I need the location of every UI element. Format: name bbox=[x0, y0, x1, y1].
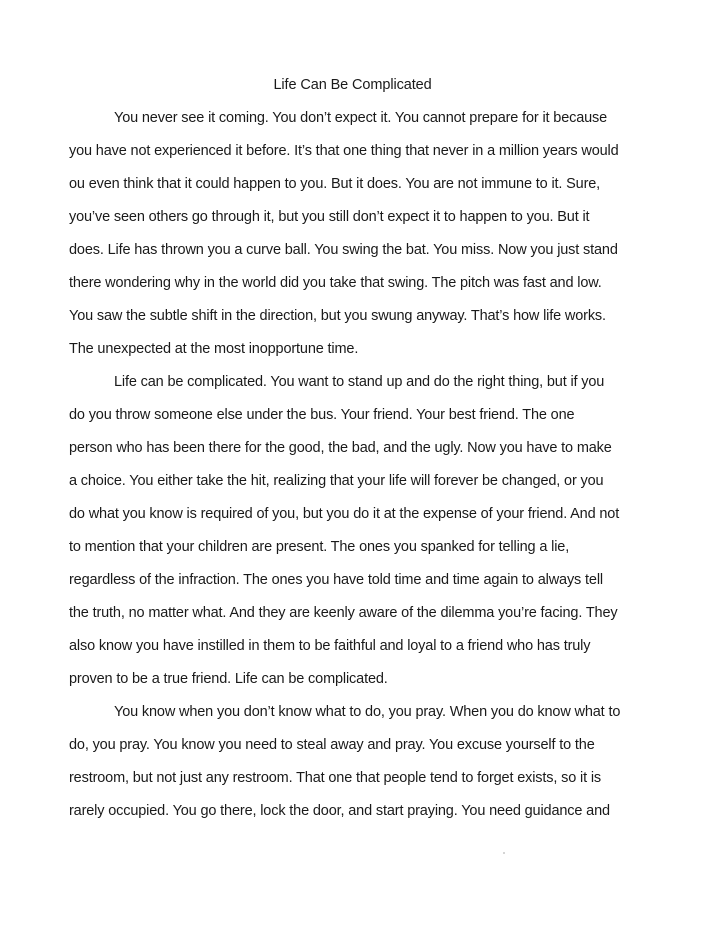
text-line: You know when you don’t know what to do, you pray. When you do know what to bbox=[114, 704, 621, 720]
text-line: restroom, but not just any restroom. That one that people tend to forget exists, so it is bbox=[69, 770, 602, 786]
text-line: You saw the subtle shift in the direction, but you swung anyway. That’s how life works. bbox=[69, 308, 606, 324]
text-line: do, you pray. You know you need to steal away and pray. You excuse yourself to the bbox=[69, 737, 595, 753]
text-line: do what you know is required of you, but you do it at the expense of your friend. And not bbox=[69, 506, 620, 522]
text-line: The unexpected at the most inopportune time. bbox=[69, 341, 359, 357]
document-title: Life Can Be Complicated bbox=[273, 77, 432, 93]
text-line: you have not experienced it before. It’s that one thing that never in a million years would bbox=[69, 143, 619, 159]
text-line: person who has been there for the good, the bad, and the ugly. Now you have to make bbox=[69, 440, 612, 456]
text-line: proven to be a true friend. Life can be complicated. bbox=[69, 671, 388, 687]
text-line: ou even think that it could happen to you. But it does. You are not immune to it. Sure, bbox=[69, 176, 601, 192]
scan-speck bbox=[503, 852, 505, 854]
text-line: Life can be complicated. You want to stand up and do the right thing, but if you bbox=[114, 374, 605, 390]
text-line: there wondering why in the world did you take that swing. The pitch was fast and low. bbox=[69, 275, 602, 291]
text-line: you’ve seen others go through it, but you still don’t expect it to happen to you. But it bbox=[69, 209, 590, 225]
text-line: the truth, no matter what. And they are keenly aware of the dilemma you’re facing. They bbox=[69, 605, 618, 621]
text-line: rarely occupied. You go there, lock the door, and start praying. You need guidance and bbox=[69, 803, 610, 819]
text-line: does. Life has thrown you a curve ball. You swing the bat. You miss. Now you just stand bbox=[69, 242, 618, 258]
text-line: to mention that your children are present. The ones you spanked for telling a lie, bbox=[69, 539, 570, 555]
text-line: regardless of the infraction. The ones you have told time and time again to always tell bbox=[69, 572, 603, 588]
text-line: You never see it coming. You don’t expect it. You cannot prepare for it because bbox=[114, 110, 608, 126]
text-line: do you throw someone else under the bus. Your friend. Your best friend. The one bbox=[69, 407, 575, 423]
text-line: also know you have instilled in them to be faithful and loyal to a friend who has truly bbox=[69, 638, 591, 654]
text-line: a choice. You either take the hit, realizing that your life will forever be changed, or you bbox=[69, 473, 604, 489]
